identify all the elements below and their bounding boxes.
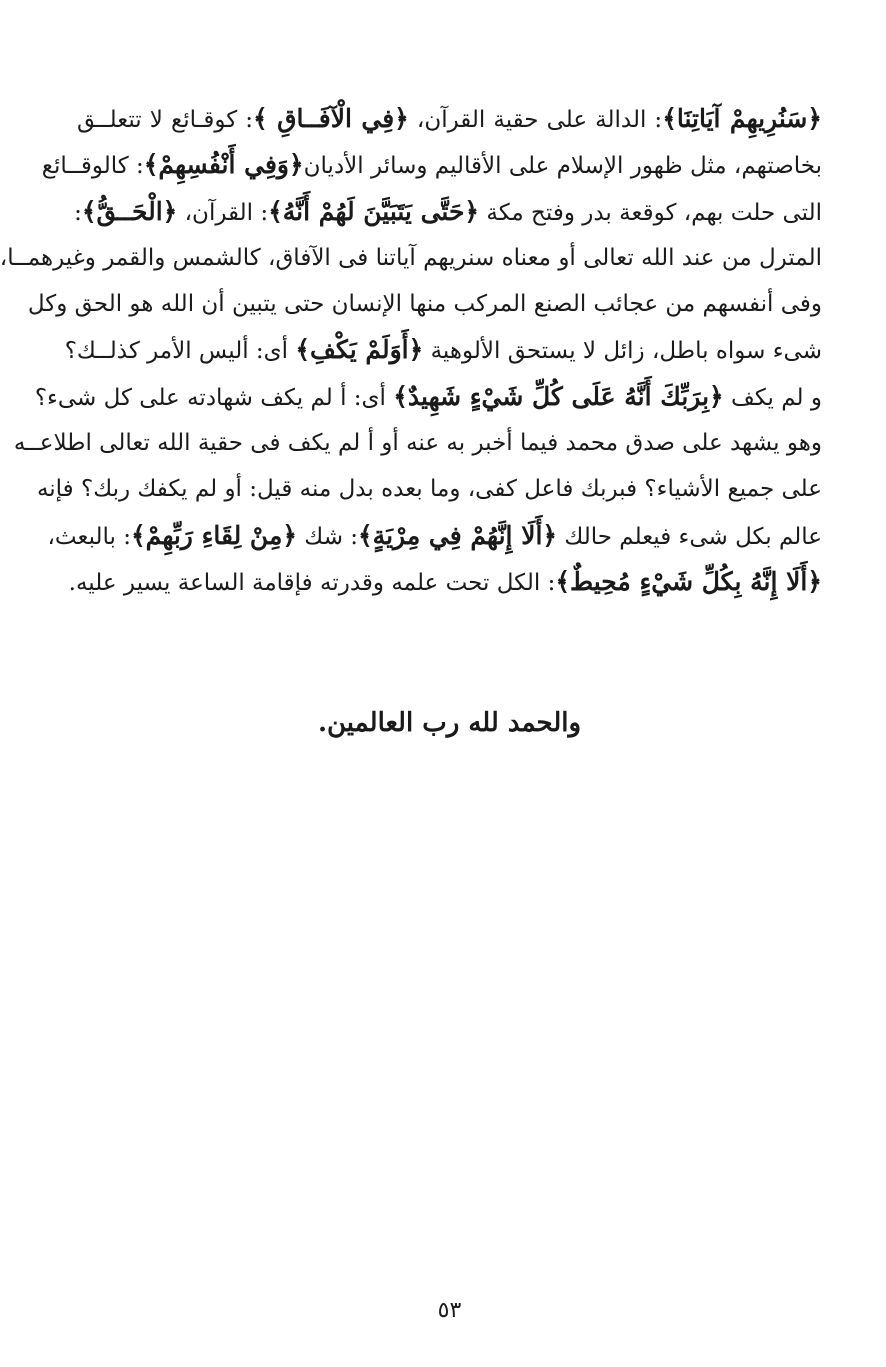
commentary-text: : bbox=[74, 199, 82, 226]
commentary-text: شىء سواه باطل، زائل لا يستحق الألوهية bbox=[423, 338, 822, 365]
closing-line: والحمد لله رب العالمين. bbox=[317, 708, 582, 738]
page-number: ٥٣ bbox=[437, 1298, 462, 1323]
text-line bbox=[47, 513, 822, 559]
quran-verse: ﴿أَوَلَمْ يَكْفِ﴾ bbox=[295, 335, 424, 365]
text-line bbox=[27, 281, 822, 327]
commentary-text: : شك bbox=[297, 523, 359, 550]
text-line bbox=[68, 559, 822, 605]
quran-verse: ﴿بِرَبِّكَ أَنَّهُ عَلَى كُلِّ شَيْءٍ شَهِيدٌ﴾ bbox=[393, 381, 724, 411]
quran-verse: ﴿سَنُرِيهِمْ آيَاتِنَا﴾ bbox=[662, 104, 822, 133]
text-line bbox=[74, 189, 822, 235]
commentary-text: وهو يشهد على صدق محمد فيما أخبر به عنه أو أ لم يكف فى حقية الله تعالى اطلاعــه bbox=[13, 430, 822, 457]
quran-verse: ﴿مِنْ لِقَاءِ رَبِّهِمْ﴾ bbox=[131, 520, 297, 550]
commentary-text: : بالبعث، bbox=[47, 523, 132, 550]
commentary-text: : الدالة على حقية القرآن، bbox=[408, 107, 663, 133]
commentary-text: التى حلت بهم، كوقعة بدر وفتح مكة bbox=[479, 199, 822, 226]
commentary-text: على جميع الأشياء؟ فبربك فاعل كفى، وما بعده بدل منه قيل: أو لم يكفك ربك؟ فإنه bbox=[36, 476, 822, 503]
quran-verse: ﴿فِي الْآفَــاقِ ﴾ bbox=[253, 104, 409, 133]
text-line bbox=[0, 235, 822, 281]
commentary-text: : القرآن، bbox=[177, 199, 269, 226]
commentary-text: أى: أ لم يكف شهادته على كل شىء؟ bbox=[34, 384, 394, 411]
quran-verse: ﴿وَفِي أَنْفُسِهِمْ﴾ bbox=[143, 150, 304, 180]
body-text bbox=[0, 96, 822, 605]
commentary-text: عالم بكل شىء فيعلم حالك bbox=[557, 523, 822, 550]
quran-verse: ﴿حَتَّى يَتَبَيَّنَ لَهُمْ أَنَّهُ﴾ bbox=[268, 196, 480, 226]
commentary-text: : كالوقــائع bbox=[41, 153, 144, 180]
commentary-text: المترل من عند الله تعالى أو معناه سنريهم آياتنا فى الآفاق، كالشمس والقمر وغيرهمــا، bbox=[0, 244, 822, 271]
quran-verse: ﴿الْحَــقُّ﴾ bbox=[81, 196, 178, 226]
text-line bbox=[41, 142, 822, 188]
text-line bbox=[64, 327, 822, 373]
commentary-text: : كوقـائع لا تتعلــق bbox=[77, 107, 253, 133]
text-line bbox=[36, 466, 822, 512]
text-line bbox=[13, 420, 822, 466]
commentary-text: : الكل تحت علمه وقدرته فإقامة الساعة يسير عليه. bbox=[68, 569, 556, 596]
commentary-text: و لم يكف bbox=[723, 384, 822, 411]
commentary-text: بخاصتهم، مثل ظهور الإسلام على الأقاليم وسائر الأديان bbox=[303, 153, 822, 180]
quran-verse: ﴿أَلَا إِنَّهُ بِكُلِّ شَيْءٍ مُحِيطٌ﴾ bbox=[555, 566, 822, 596]
quran-verse: ﴿أَلَا إِنَّهُمْ فِي مِرْيَةٍ﴾ bbox=[358, 520, 558, 550]
commentary-text: أى: أليس الأمر كذلــك؟ bbox=[64, 338, 296, 365]
commentary-text: وفى أنفسهم من عجائب الصنع المركب منها الإنسان حتى يتبين أن الله هو الحق وكل bbox=[27, 291, 822, 318]
text-line bbox=[77, 96, 822, 142]
text-line bbox=[34, 374, 822, 420]
